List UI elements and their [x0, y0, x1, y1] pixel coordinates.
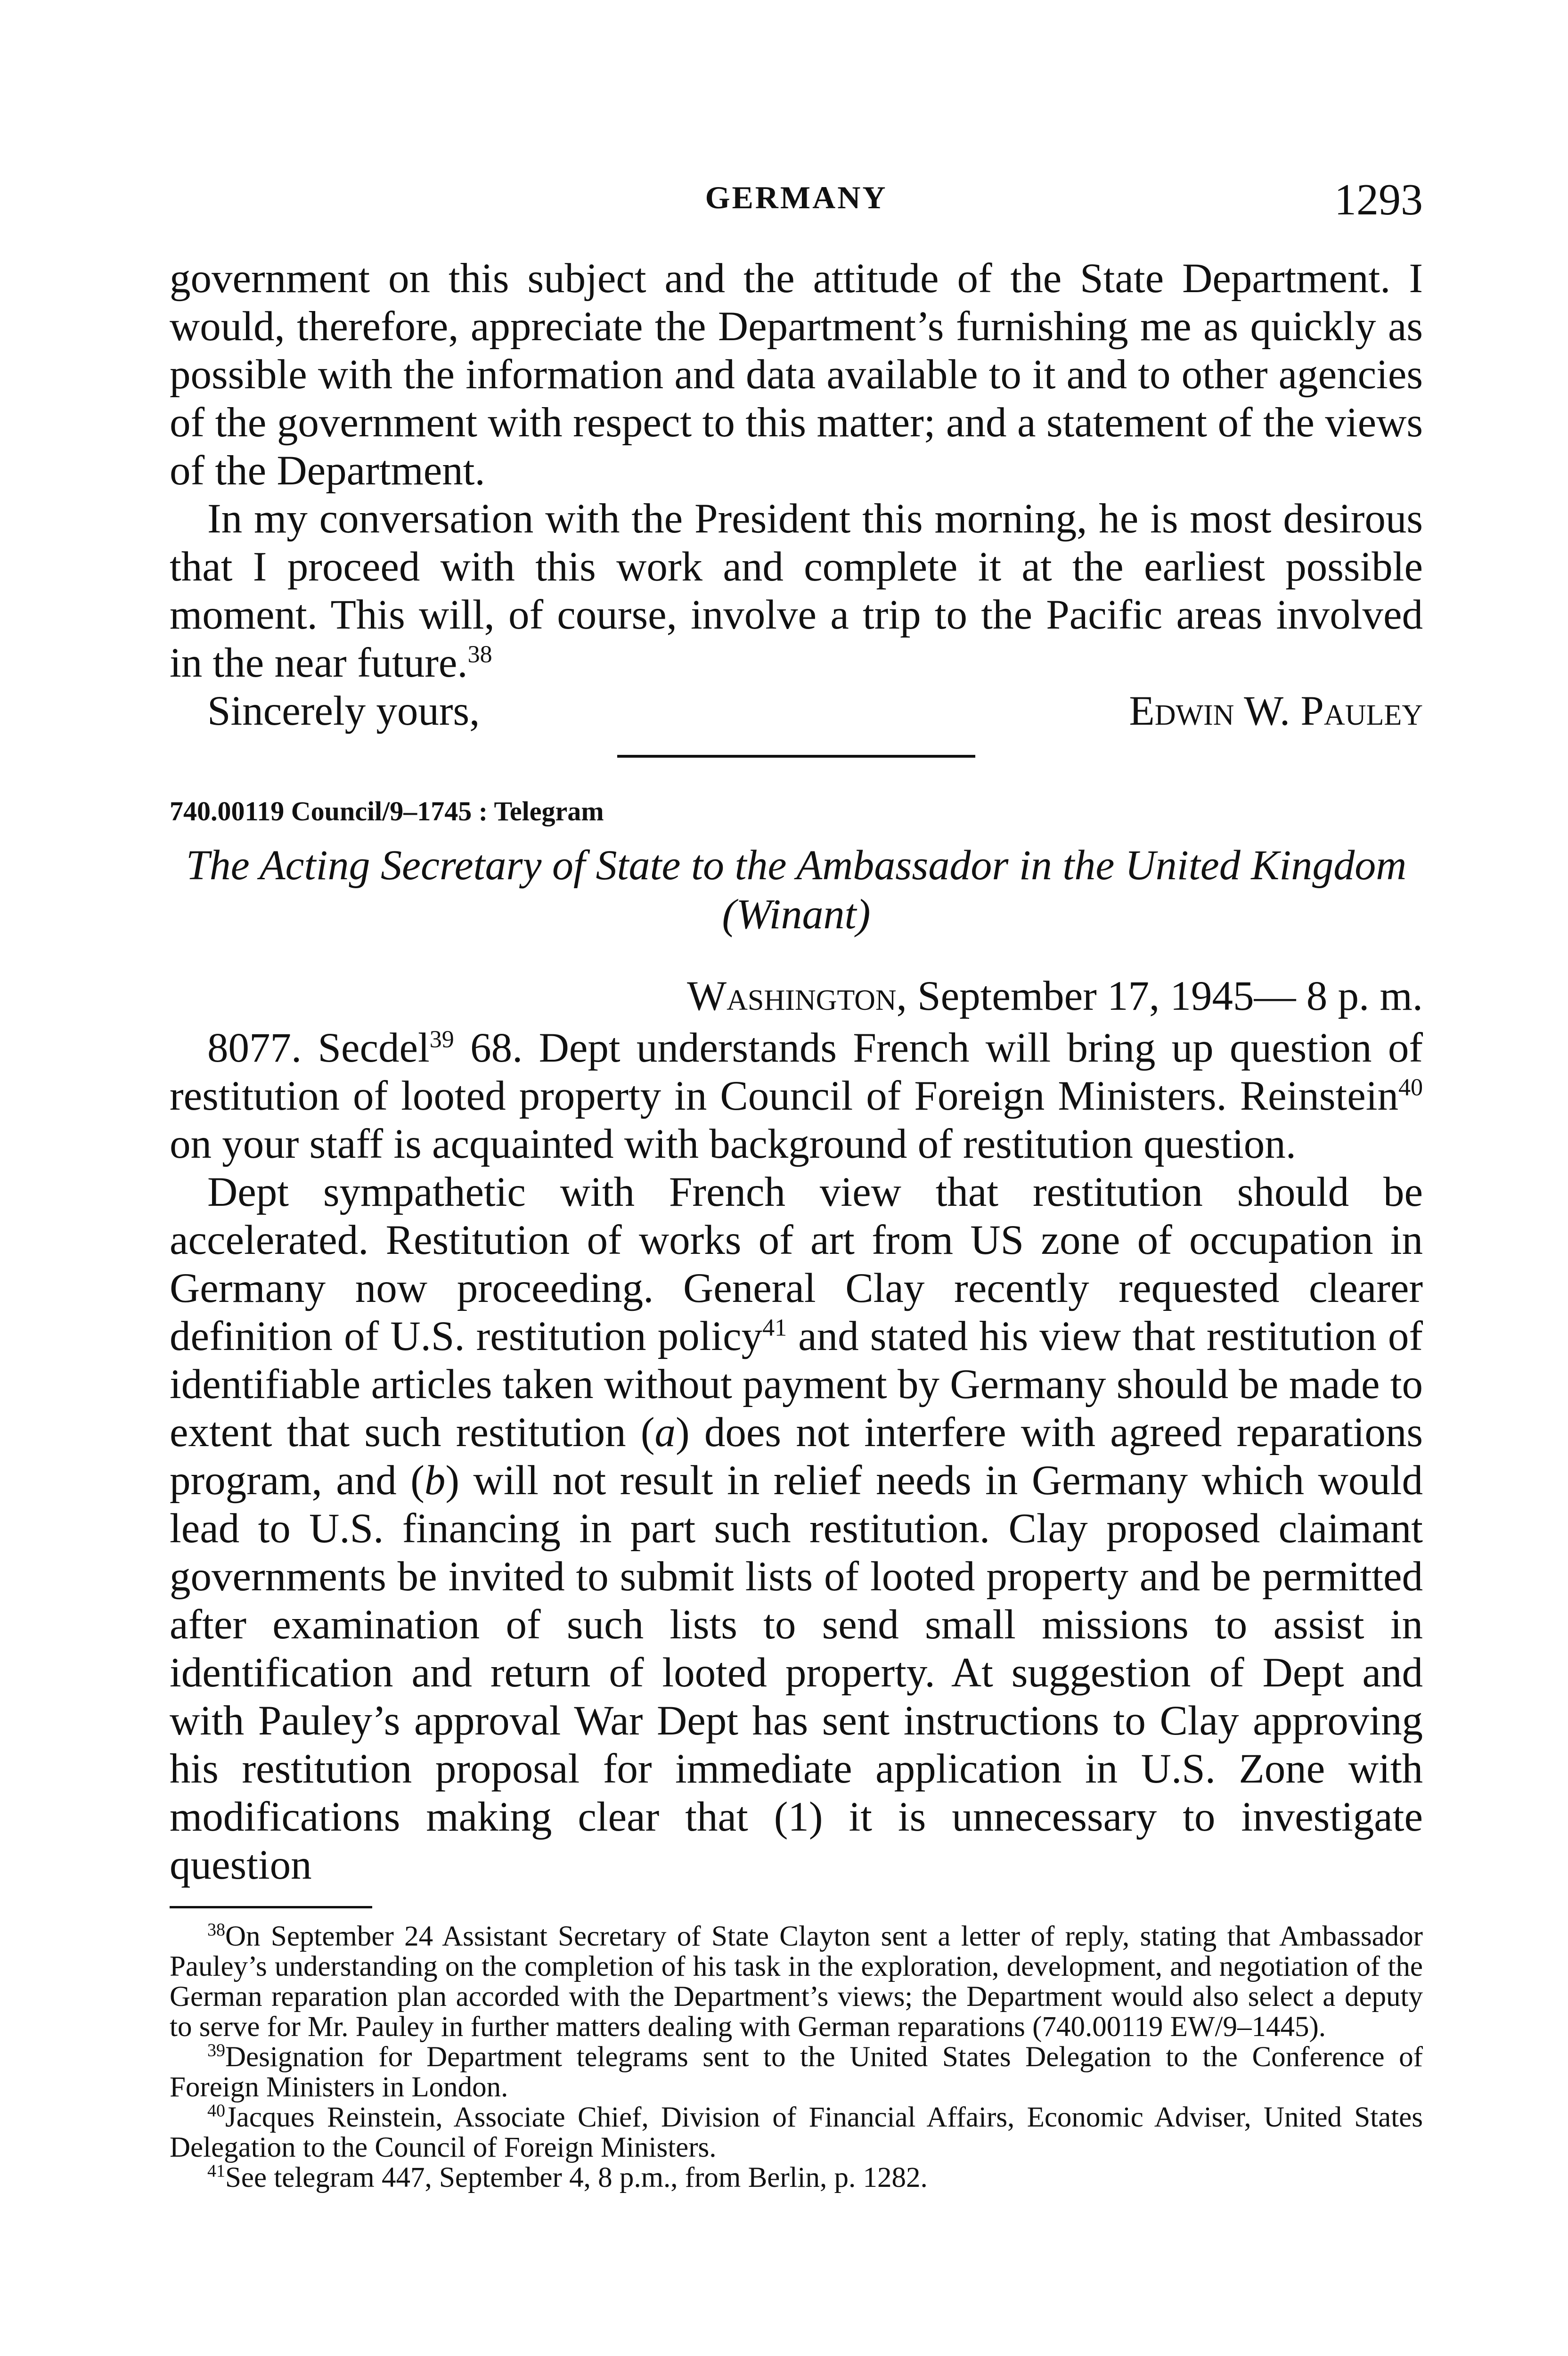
letter-paragraph-2-text: In my conversation with the President this morning, he is most desirous that I proceed with this work and complete it at the earliest possible moment. This will, of course, involve a trip to the Pacific areas involved in the near future.	[170, 496, 1423, 686]
footnote-number: 38	[207, 1920, 225, 1940]
dateline-place: Washington,	[687, 973, 907, 1019]
footnote-number: 40	[207, 2101, 225, 2121]
letter-closing: Sincerely yours,	[207, 688, 480, 734]
letter-paragraph-1-text: government on this subject and the attitude of the State Department. I would, therefore, appreciate the Department’s furnishing me as quickly as possible with the information and data available to it and to other agencies of the government with respect to this matter; and a statement of the views of the Department.	[170, 255, 1423, 494]
footnote-divider	[170, 1906, 372, 1908]
footnote-text: Jacques Reinstein, Associate Chief, Division of Financial Affairs, Economic Adviser, United States Delegation to the Council of Foreign Ministers.	[170, 2102, 1423, 2163]
footnote-number: 41	[207, 2161, 225, 2181]
footnote-ref-41: 41	[762, 1314, 787, 1342]
telegram-dateline	[170, 972, 1423, 1020]
letter-paragraph-2	[170, 495, 1423, 687]
footnote-text: See telegram 447, September 4, 8 p.m., from Berlin, p. 1282.	[225, 2162, 928, 2193]
footnote-ref-40: 40	[1398, 1074, 1423, 1101]
footnotes	[170, 1922, 1423, 2193]
footnote-41	[170, 2163, 1423, 2193]
footnote-text: On September 24 Assistant Secretary of State Clayton sent a letter of reply, stating that Ambassador Pauley’s understanding on the completion of his task in the exploration, development, and negotiation of the German reparation plan accorded with the Department’s views; the Department would also select a deputy to serve for Mr. Pauley in further matters dealing with German reparations (740.00119 EW/9–1445).	[170, 1921, 1423, 2043]
letter-paragraph-1	[170, 254, 1423, 495]
section-divider	[617, 755, 975, 758]
page-number: 1293	[1334, 175, 1423, 224]
telegram-title: The Acting Secretary of State to the Ambassador in the United Kingdom (Winant)	[186, 842, 1407, 938]
footnote-ref-38: 38	[467, 641, 492, 668]
running-head: GERMANY	[705, 180, 888, 215]
telegram-p2-c: ) does not interfere with agreed reparations program, and (	[170, 1409, 1423, 1504]
signature-block	[170, 687, 1423, 736]
telegram-p2-a: Dept sympathetic with French view that restitution should be accelerated. Restitution of works of art from US zone of occupation in Germany now proceeding. General Clay recently requested clearer definition of U.S. restitution policy	[170, 1169, 1423, 1359]
telegram-p1-a: 8077. Secdel	[207, 1025, 430, 1071]
footnote-39	[170, 2042, 1423, 2102]
footnote-38	[170, 1922, 1423, 2042]
telegram-p2-item-b: b	[424, 1457, 446, 1504]
footnote-40	[170, 2102, 1423, 2163]
telegram-p1-b: 68. Dept understands French will bring up question of restitution of looted property in Council of Foreign Ministers. Reinstein	[170, 1025, 1423, 1119]
telegram-p2-item-a: a	[654, 1409, 676, 1456]
footnote-text: Designation for Department telegrams sent to the United States Delegation to the Conference of Foreign Ministers in London.	[170, 2041, 1423, 2103]
page-body	[170, 254, 1423, 2193]
dateline-date: September 17, 1945— 8 p. m.	[906, 973, 1423, 1019]
telegram-p2-d: ) will not result in relief needs in Germany which would lead to U.S. financing in part such restitution. Clay proposed claimant governments be invited to submit lists of looted property and be permitted after examination of such lists to send small missions to assist in identification and return of looted property. At suggestion of Dept and with Pauley’s approval War Dept has sent instructions to Clay approving his restitution proposal for immediate application in U.S. Zone with modifications making clear that (1) it is unnecessary to investigate question	[170, 1457, 1423, 1888]
telegram-paragraph-2	[170, 1168, 1423, 1889]
telegram-p2-b: and stated his view that restitution of identifiable articles taken without payment by Germany should be made to extent that such restitution (	[170, 1313, 1423, 1456]
telegram-file-reference: 740.00119 Council/9–1745 : Telegram	[170, 796, 604, 826]
page-header	[170, 174, 1423, 226]
footnote-ref-39: 39	[429, 1026, 454, 1053]
footnote-number: 39	[207, 2040, 225, 2061]
telegram-p1-c: on your staff is acquainted with background of restitution question.	[170, 1121, 1297, 1167]
telegram-paragraph-1	[170, 1024, 1423, 1168]
letter-signer: Edwin W. Pauley	[1129, 688, 1423, 734]
